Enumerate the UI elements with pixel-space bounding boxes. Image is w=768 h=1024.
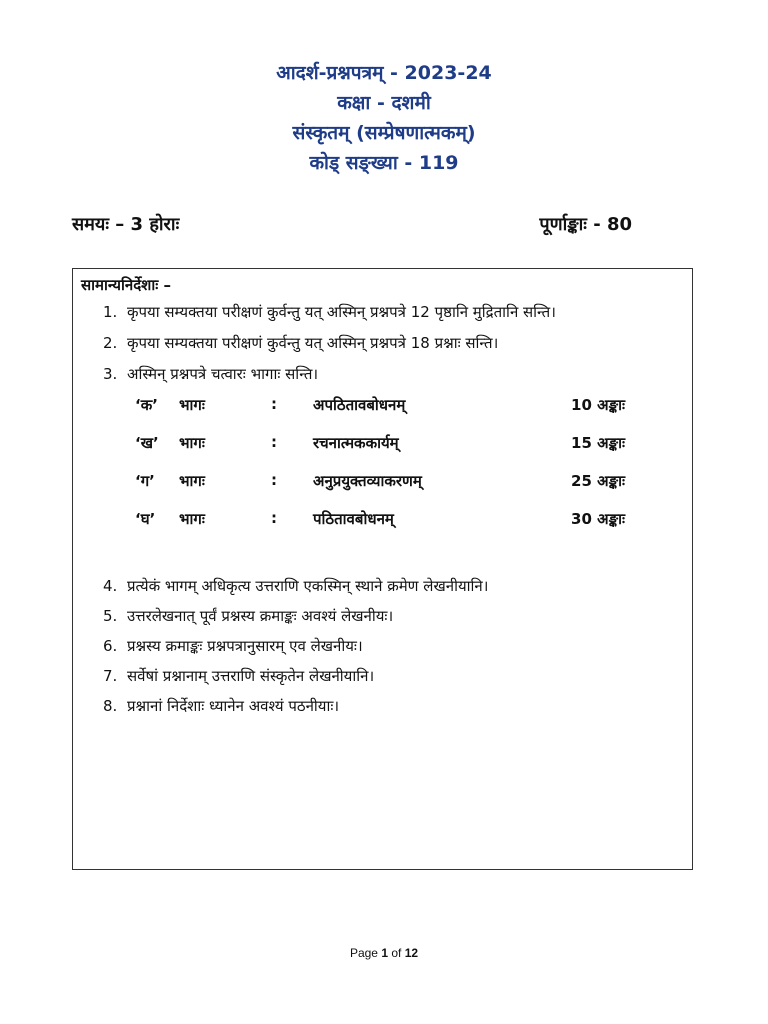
section-id: ‘ग’: [135, 472, 155, 490]
section-name: रचनात्मककार्यम्: [313, 434, 399, 452]
instruction-text: उत्तरलेखनात् पूर्वं प्रश्नस्य क्रमाङ्कः अवश्यं लेखनीयः।: [127, 607, 394, 625]
section-marks: 25 अङ्काः: [571, 472, 625, 490]
section-row-ga: [135, 471, 625, 495]
paper-title: आदर्श-प्रश्नपत्रम् - 2023-24: [276, 62, 492, 84]
instruction-item: [103, 301, 556, 323]
instruction-text: कृपया सम्यक्तया परीक्षणं कुर्वन्तु यत् अस्मिन् प्रश्नपत्रे 12 पृष्ठानि मुद्रितानि सन्ति।: [127, 303, 556, 321]
current-page-number: 1: [381, 946, 388, 960]
subject-line: संस्कृतम् (सम्प्रेषणात्मकम्): [292, 122, 476, 144]
of-word: of: [391, 946, 402, 960]
instruction-item: [103, 363, 318, 385]
instruction-number: 1.: [103, 303, 118, 321]
section-id: ‘क’: [135, 396, 158, 414]
exam-meta-row: [72, 212, 632, 240]
section-colon: :: [271, 471, 277, 489]
time-allowed: समयः – 3 होराः: [72, 214, 180, 235]
instruction-item: [103, 665, 374, 687]
instruction-item: [103, 695, 339, 717]
instruction-number: 8.: [103, 697, 118, 715]
section-row-kha: [135, 433, 625, 457]
instruction-item: [103, 635, 363, 657]
instruction-number: 3.: [103, 365, 118, 383]
total-pages-number: 12: [404, 946, 419, 960]
instructions-heading: सामान्यनिर्देशाः –: [81, 276, 172, 294]
instruction-text: अस्मिन् प्रश्नपत्रे चत्वारः भागाः सन्ति।: [127, 365, 319, 383]
instruction-number: 4.: [103, 577, 118, 595]
instruction-number: 2.: [103, 334, 118, 352]
section-id: ‘घ’: [135, 510, 156, 528]
section-colon: :: [271, 395, 277, 413]
section-bhaga-label: भागः: [179, 510, 205, 528]
instruction-item: [103, 605, 393, 627]
section-name: अपठितावबोधनम्: [313, 396, 406, 414]
section-bhaga-label: भागः: [179, 472, 205, 490]
paper-header: [0, 58, 768, 178]
subject-code-line: कोड् सङ्ख्या - 119: [309, 152, 459, 174]
section-colon: :: [271, 509, 277, 527]
instruction-text: प्रश्नस्य क्रमाङ्कः प्रश्नपत्रानुसारम् एव लेखनीयः।: [127, 637, 363, 655]
section-bhaga-label: भागः: [179, 396, 205, 414]
instruction-text: प्रश्नानां निर्देशाः ध्यानेन अवश्यं पठनीयाः।: [127, 697, 340, 715]
section-row-ka: [135, 395, 625, 419]
section-colon: :: [271, 433, 277, 451]
class-line: कक्षा - दशमी: [337, 92, 431, 114]
section-bhaga-label: भागः: [179, 434, 205, 452]
general-instructions-box: [72, 268, 693, 870]
page-word: Page: [349, 946, 378, 960]
instruction-item: [103, 332, 498, 354]
instruction-text: सर्वेषां प्रश्नानाम् उत्तराणि संस्कृतेन लेखनीयानि।: [127, 667, 375, 685]
instruction-text: प्रत्येकं भागम् अधिकृत्य उत्तराणि एकस्मिन् स्थाने क्रमेण लेखनीयानि।: [127, 577, 489, 595]
instruction-item: [103, 575, 488, 597]
section-row-gha: [135, 509, 625, 533]
instruction-number: 5.: [103, 607, 118, 625]
instruction-text: कृपया सम्यक्तया परीक्षणं कुर्वन्तु यत् अस्मिन् प्रश्नपत्रे 18 प्रश्नाः सन्ति।: [127, 334, 499, 352]
section-id: ‘ख’: [135, 434, 159, 452]
instruction-number: 6.: [103, 637, 118, 655]
section-name: अनुप्रयुक्तव्याकरणम्: [313, 472, 422, 490]
section-marks: 15 अङ्काः: [571, 434, 625, 452]
page-footer: [0, 946, 768, 960]
section-name: पठितावबोधनम्: [313, 510, 394, 528]
instruction-number: 7.: [103, 667, 118, 685]
section-marks: 30 अङ्काः: [571, 510, 625, 528]
section-marks: 10 अङ्काः: [571, 396, 625, 414]
total-marks: पूर्णाङ्काः - 80: [539, 214, 632, 235]
